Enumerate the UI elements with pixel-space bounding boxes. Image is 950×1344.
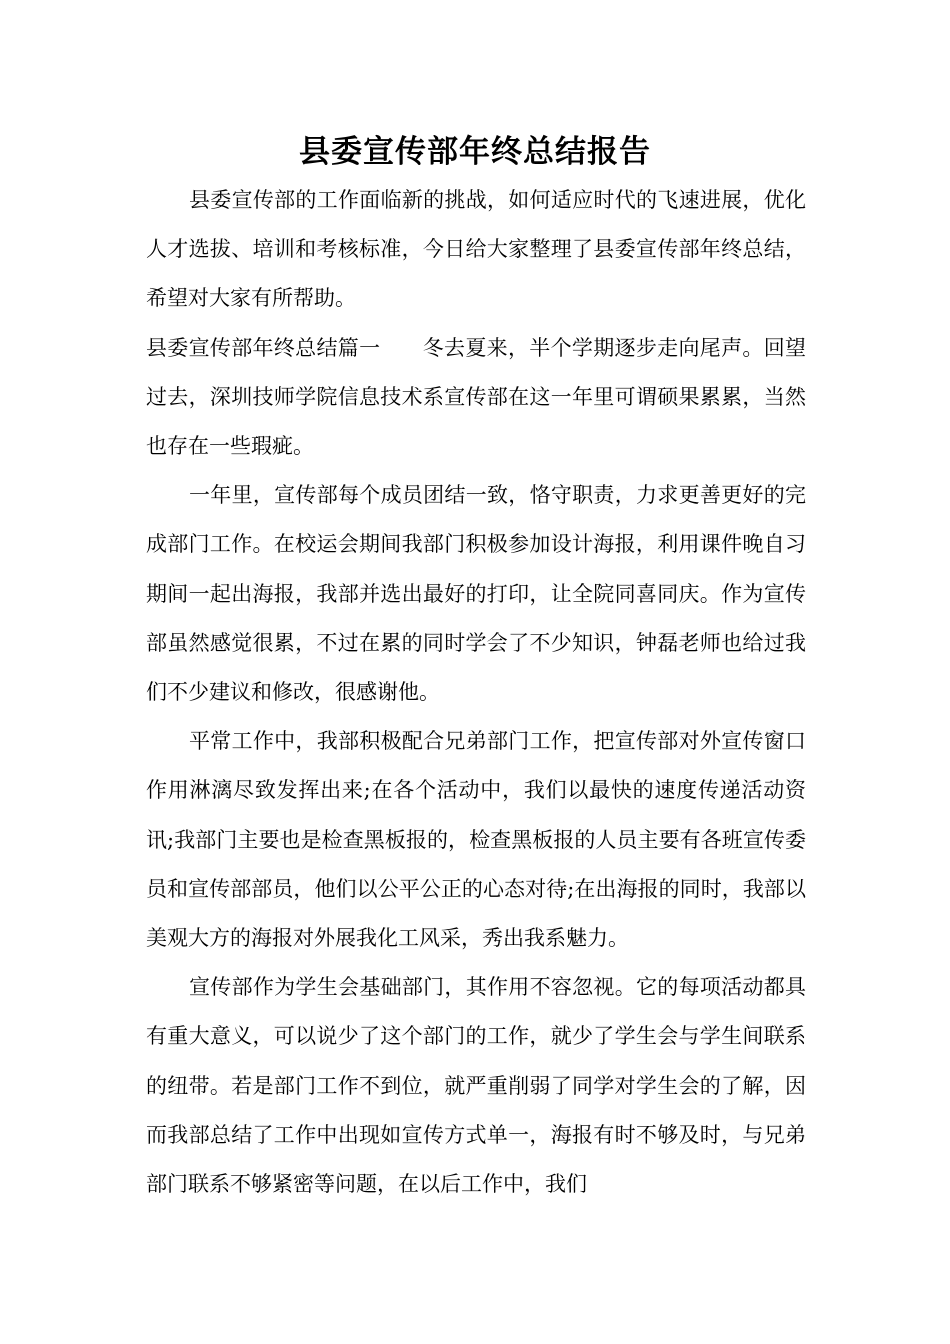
section-paragraph [146, 324, 806, 472]
document-body [146, 176, 806, 1209]
section-heading: 县委宣传部年终总结篇一 [146, 335, 381, 360]
body-paragraph: 宣传部作为学生会基础部门，其作用不容忽视。它的每项活动都具有重大意义，可以说少了这个部门的工作，就少了学生会与学生间联系的纽带。若是部门工作不到位，就严重削弱了同学对学生会的了解，因而我部总结了工作中出现如宣传方式单一，海报有时不够及时，与兄弟部门联系不够紧密等问题，在以后工作中，我们 [146, 975, 806, 1197]
body-paragraph: 平常工作中，我部积极配合兄弟部门工作，把宣传部对外宣传窗口作用淋漓尽致发挥出来;在各个活动中，我们以最快的速度传递活动资讯;我部门主要也是检查黑板报的，检查黑板报的人员主要有各班宣传委员和宣传部部员，他们以公平公正的心态对待;在出海报的同时，我部以美观大方的海报对外展我化工风采，秀出我系魅力。 [146, 729, 806, 951]
section-opening: 冬去夏来，半个学期逐步走向尾声。回望过去，深圳技师学院信息技术系宣传部在这一年里可谓硕果累累，当然也存在一些瑕疵。 [146, 335, 807, 459]
body-paragraph: 一年里，宣传部每个成员团结一致，恪守职责，力求更善更好的完成部门工作。在校运会期间我部门积极参加设计海报，利用课件晚自习期间一起出海报，我部并选出最好的打印，让全院同喜同庆。作为宣传部虽然感觉很累，不过在累的同时学会了不少知识，钟磊老师也给过我们不少建议和修改，很感谢他。 [146, 483, 806, 705]
intro-paragraph: 县委宣传部的工作面临新的挑战，如何适应时代的飞速进展，优化人才选拔、培训和考核标准，今日给大家整理了县委宣传部年终总结，希望对大家有所帮助。 [146, 188, 806, 311]
document-title: 县委宣传部年终总结报告 [299, 134, 651, 170]
